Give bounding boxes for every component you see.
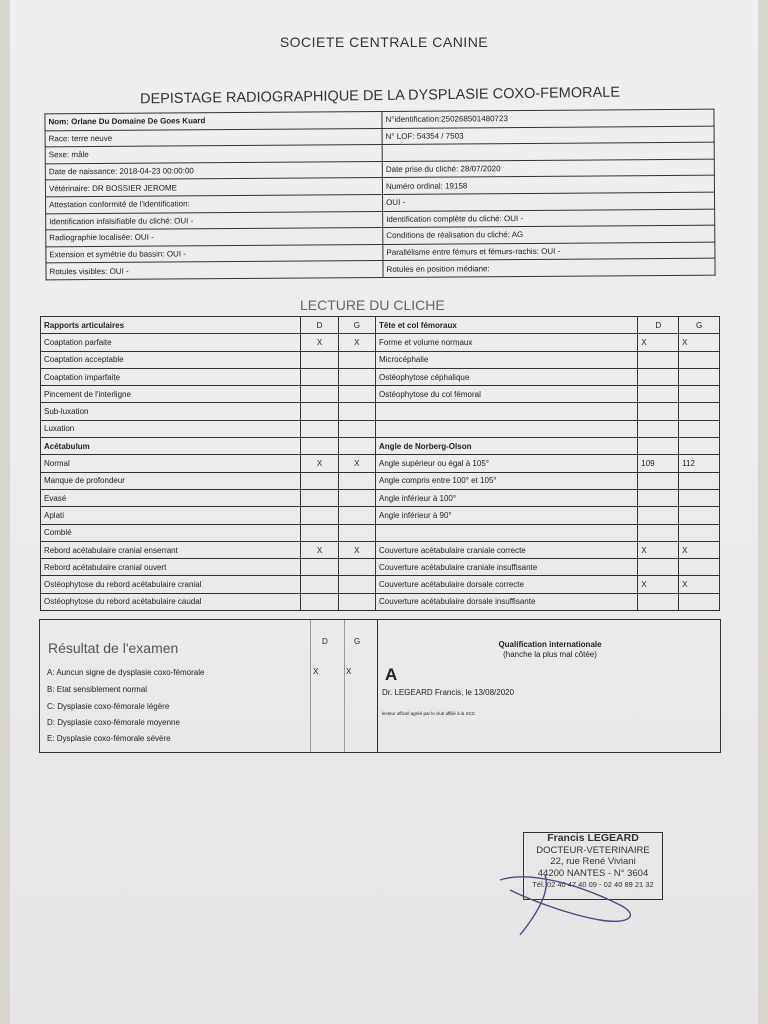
lecture-criterion [376, 403, 638, 420]
lecture-row [41, 576, 720, 593]
lecture-criterion: Angle de Norberg-Olson [376, 438, 638, 455]
lecture-mark: X [638, 576, 679, 593]
lecture-row [41, 541, 720, 558]
lecture-mark [679, 489, 720, 506]
lecture-criterion: Manque de profondeur [41, 472, 301, 489]
lecture-mark [638, 559, 679, 576]
lecture-mark: X [679, 576, 720, 593]
lecture-mark [338, 576, 375, 593]
lecture-row [41, 317, 720, 334]
lecture-mark [638, 472, 679, 489]
lecture-mark [638, 368, 679, 385]
lecture-mark [679, 507, 720, 524]
lecture-criterion: Normal [41, 455, 301, 472]
result-option-b: B: Etat sensiblement normal [47, 685, 148, 694]
stamp-phone: Tél. 02 40 47 40 09 - 02 40 89 21 32 [532, 880, 654, 889]
lecture-mark: D [301, 317, 338, 334]
lecture-row [41, 420, 720, 437]
lecture-mark [338, 524, 375, 541]
lecture-mark [638, 351, 679, 368]
lecture-mark: G [679, 317, 720, 334]
identification-field-left: Rotules visibles: OUI - [46, 261, 383, 280]
lecture-mark [338, 403, 375, 420]
lecture-mark [301, 386, 338, 403]
qualification-heading [380, 640, 720, 660]
lecture-mark [338, 472, 375, 489]
lecture-mark [301, 576, 338, 593]
lecture-row [41, 472, 720, 489]
stamp-city: 44200 NANTES - N° 3604 [537, 867, 649, 879]
lecture-criterion [376, 420, 638, 437]
lecture-criterion: Ostéophytose du rebord acétabulaire caudal [41, 593, 301, 610]
lecture-row [41, 559, 720, 576]
lecture-mark [679, 420, 720, 437]
lecture-mark [338, 438, 375, 455]
lecture-mark [301, 351, 338, 368]
lecture-mark [338, 368, 375, 385]
lecture-criterion: Acétabulum [41, 438, 301, 455]
lecture-mark: 109 [638, 455, 679, 472]
lecture-criterion: Rebord acétabulaire cranial ouvert [41, 559, 301, 576]
lecture-mark: 112 [679, 455, 720, 472]
lecture-mark: G [338, 317, 375, 334]
lecture-mark: X [338, 334, 375, 351]
lecture-criterion: Comblé [41, 524, 301, 541]
identification-field-right: Identification complète du cliché: OUI - [383, 209, 715, 228]
lecture-mark [301, 403, 338, 420]
result-column-divider [310, 620, 311, 752]
result-option-a: A: Auncun signe de dysplasie coxo-fémorale [47, 668, 205, 677]
identification-field-left: Date de naissance: 2018-04-23 00:00:00 [45, 161, 382, 180]
lecture-criterion: Angle inférieur à 100° [376, 489, 638, 506]
lecture-criterion: Rebord acétabulaire cranial enserrant [41, 541, 301, 558]
lecture-mark [638, 420, 679, 437]
result-option-e: E: Dysplasie coxo-fémorale sévère [47, 734, 171, 743]
lecture-criterion: Ostéophytose du rebord acétabulaire cranial [41, 576, 301, 593]
lecture-mark [638, 403, 679, 420]
result-mark-g: X [346, 667, 352, 676]
lecture-mark: X [679, 541, 720, 558]
lecture-criterion: Couverture acétabulaire craniale correcte [376, 541, 638, 558]
identification-field-right: Parallélisme entre fémurs et fémurs-rachis: OUI - [383, 242, 715, 261]
identification-field-right: N° LOF: 54354 / 7503 [382, 126, 714, 145]
identification-table [44, 109, 715, 281]
lecture-mark [301, 438, 338, 455]
lecture-mark [679, 524, 720, 541]
lecture-mark: X [638, 334, 679, 351]
lecture-row [41, 455, 720, 472]
lecture-table [40, 316, 720, 611]
lecture-mark [301, 507, 338, 524]
result-section [39, 619, 721, 753]
identification-field-right: Conditions de réalisation du cliché: AG [383, 225, 715, 244]
lecture-mark: X [301, 455, 338, 472]
result-divider [377, 620, 378, 752]
lecture-criterion: Tête et col fémoraux [376, 317, 638, 334]
identification-field-left: Nom: Orlane Du Domaine De Goes Kuard [45, 111, 382, 130]
identification-field-right: N°identification:250268501480723 [382, 109, 714, 128]
lecture-mark: X [338, 541, 375, 558]
lecture-mark [301, 559, 338, 576]
identification-field-left: Attestation conformité de l'identification: [46, 194, 383, 213]
lecture-mark [638, 386, 679, 403]
lecture-row [41, 351, 720, 368]
identification-field-left: Vétérinaire: DR BOSSIER JEROME [45, 178, 382, 197]
lecture-criterion: Couverture acétabulaire dorsale insuffisante [376, 593, 638, 610]
lecture-criterion [376, 524, 638, 541]
lecture-mark [679, 559, 720, 576]
lecture-mark [679, 403, 720, 420]
lecture-row [41, 334, 720, 351]
lecture-mark [338, 507, 375, 524]
lecture-mark: X [638, 541, 679, 558]
lecture-criterion: Evasé [41, 489, 301, 506]
lecture-row [41, 368, 720, 385]
lecture-mark [338, 386, 375, 403]
lecture-mark [301, 368, 338, 385]
lecture-mark [338, 559, 375, 576]
identification-field-right: Numéro ordinal: 19158 [382, 176, 714, 195]
lecture-mark [638, 489, 679, 506]
identification-field-left: Race: terre neuve [45, 128, 382, 147]
qualification-subtitle: (hanche la plus mal côtée) [503, 650, 597, 659]
lecture-mark [679, 386, 720, 403]
lecture-row [41, 386, 720, 403]
organization-name: SOCIETE CENTRALE CANINE [279, 34, 489, 50]
lecture-criterion: Couverture acétabulaire craniale insuffisante [376, 559, 638, 576]
lecture-mark [679, 351, 720, 368]
lecture-mark [301, 489, 338, 506]
handwritten-signature-icon [490, 860, 640, 940]
lecture-mark [638, 593, 679, 610]
stamp-title: DOCTEUR-VETERINAIRE [536, 844, 650, 856]
lecture-mark [638, 438, 679, 455]
lecture-row [41, 403, 720, 420]
lecture-criterion: Rapports articulaires [41, 317, 301, 334]
qualification-grade: A [385, 665, 398, 684]
identification-field-left: Sexe: mâle [45, 145, 382, 164]
lecture-mark [301, 420, 338, 437]
lecture-criterion: Aplati [41, 507, 301, 524]
result-col-d: D [322, 637, 328, 646]
lecture-mark: D [638, 317, 679, 334]
lecture-mark [301, 593, 338, 610]
result-title: Résultat de l'examen [48, 640, 179, 656]
lecture-criterion: Coaptation parfaite [41, 334, 301, 351]
reader-signature-line: Dr. LEGEARD Francis, le 13/08/2020 [382, 688, 515, 697]
lecture-mark [638, 524, 679, 541]
stamp-address: 22, rue René Viviani [550, 856, 636, 867]
document-title: DEPISTAGE RADIOGRAPHIQUE DE LA DYSPLASIE COXO-FEMORALE [139, 84, 621, 108]
lecture-mark [679, 593, 720, 610]
qualification-title: Qualification internationale [498, 640, 602, 649]
lecture-mark [338, 420, 375, 437]
lecture-criterion: Angle supérieur ou égal à 105° [376, 455, 638, 472]
lecture-mark [338, 593, 375, 610]
lecture-criterion: Microcéphalie [376, 351, 638, 368]
result-mark-d: X [313, 667, 319, 676]
lecture-criterion: Forme et volume normaux [376, 334, 638, 351]
lecture-row [41, 593, 720, 610]
lecture-title: LECTURE DU CLICHE [300, 297, 445, 313]
lecture-row [41, 438, 720, 455]
lecture-criterion: Angle compris entre 100° et 105° [376, 472, 638, 489]
lecture-criterion: Pincement de l'interligne [41, 386, 301, 403]
stamp-name: Francis LEGEARD [547, 832, 639, 844]
lecture-mark [638, 507, 679, 524]
result-option-c: C: Dysplasie coxo-fémorale légère [47, 702, 170, 711]
lecture-criterion: Luxation [41, 420, 301, 437]
identification-field-left: Extension et symétrie du bassin: OUI - [46, 244, 383, 263]
identification-field-right: OUI - [382, 192, 714, 211]
lecture-mark: X [301, 334, 338, 351]
lecture-mark: X [301, 541, 338, 558]
identification-field-right: Rotules en position médiane: [383, 259, 715, 278]
result-column-divider [344, 620, 345, 752]
lecture-criterion: Ostéophytose du col fémoral [376, 386, 638, 403]
identification-field-left: Identification infalsifiable du cliché: OUI - [46, 211, 383, 230]
lecture-mark [679, 438, 720, 455]
lecture-mark [679, 472, 720, 489]
lecture-criterion: Sub-luxation [41, 403, 301, 420]
result-col-g: G [354, 637, 361, 646]
lecture-mark: X [679, 334, 720, 351]
lecture-criterion: Couverture acétabulaire dorsale correcte [376, 576, 638, 593]
identification-field-left: Radiographie localisée: OUI - [46, 228, 383, 247]
lecture-mark [338, 351, 375, 368]
lecture-mark [301, 524, 338, 541]
lecture-mark [301, 472, 338, 489]
lecture-criterion: Coaptation acceptable [41, 351, 301, 368]
lecture-row [41, 489, 720, 506]
reader-note: lecteur officiel agréé par le club affilié à la SCC [382, 711, 476, 716]
lecture-mark: X [338, 455, 375, 472]
lecture-criterion: Angle inférieur à 90° [376, 507, 638, 524]
lecture-mark [338, 489, 375, 506]
lecture-criterion: Coaptation imparfaite [41, 368, 301, 385]
lecture-mark [679, 368, 720, 385]
lecture-row [41, 524, 720, 541]
lecture-row [41, 507, 720, 524]
result-option-d: D: Dysplasie coxo-fémorale moyenne [47, 718, 180, 727]
identification-field-right: Date prise du cliché: 28/07/2020 [382, 159, 714, 178]
lecture-criterion: Ostéophytose céphalique [376, 368, 638, 385]
